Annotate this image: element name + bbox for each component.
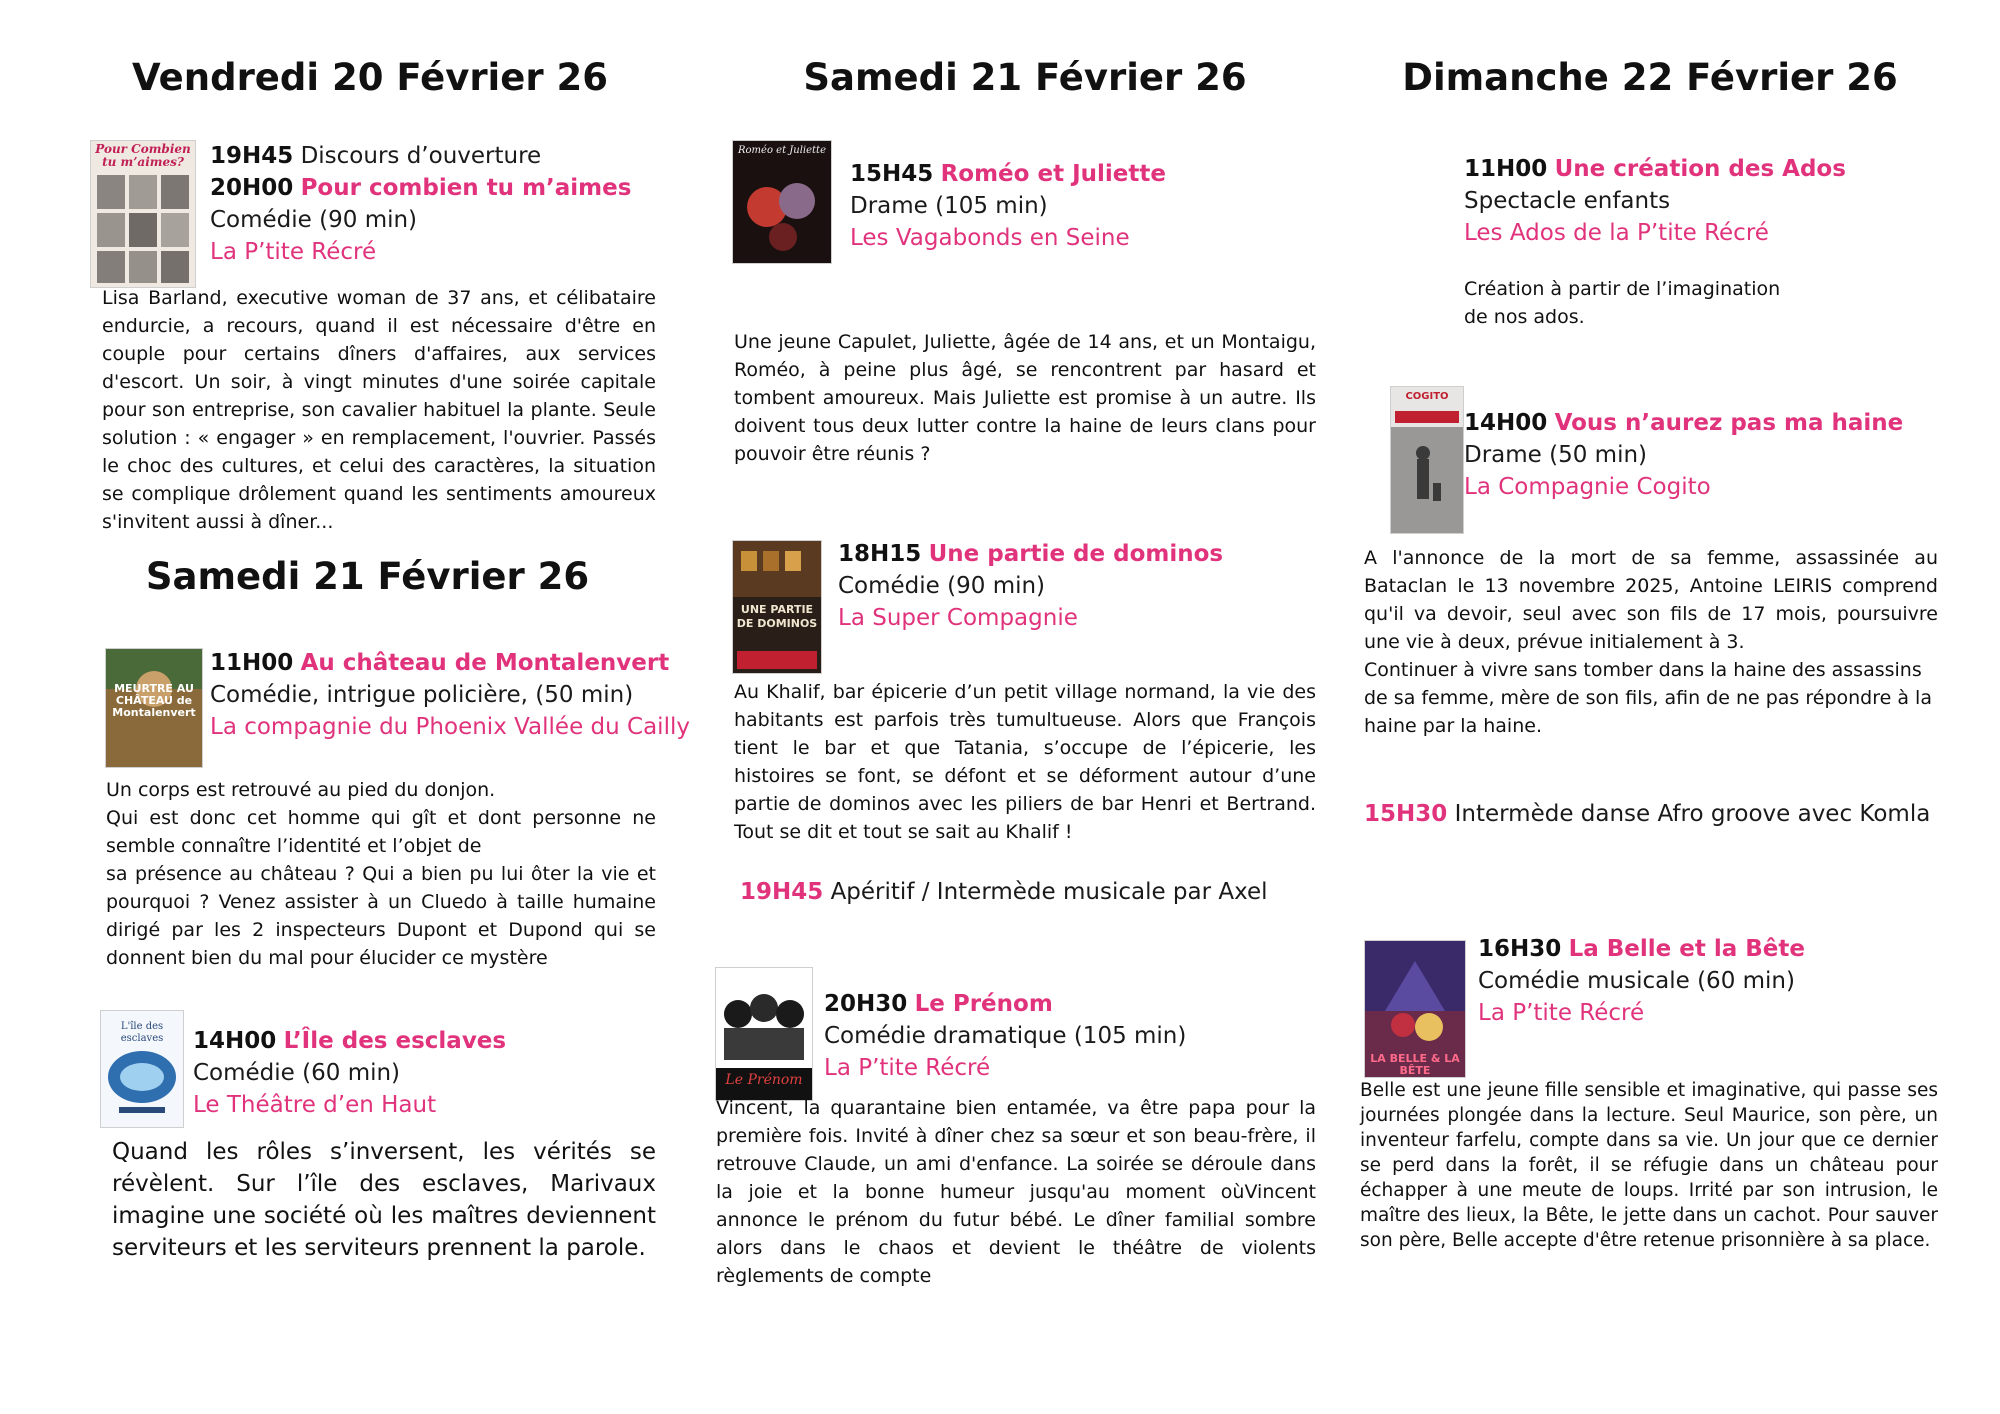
poster-prenom <box>715 967 813 1101</box>
event-company: La P’tite Récré <box>824 1055 991 1081</box>
event-genre: Drame (50 min) <box>1464 442 1648 468</box>
event-genre: Drame (105 min) <box>850 193 1048 219</box>
poster-haine-title: COGITO <box>1405 391 1449 402</box>
event-title: Au château de Montalenvert <box>300 650 670 676</box>
event-danse <box>1364 798 1930 830</box>
event-title: Une création des Ados <box>1554 156 1846 182</box>
desc-pour-combien: Lisa Barland, executive woman de 37 ans, et célibataire endurcie, a recours, quand il est nécessaire d'être en couple pour certains dîners d'affaires, aux services d'escort. Un soir, à vingt minutes d'une soirée capitale pour son entreprise, son cavalier habituel la plante. Seule solution : « engager » en remplacement, l'ouvrier. Passés le choc des cultures, et celui des caractères, la situation se complique drôlement quand les sentiments amoureux s'invitent aussi à dîner... <box>102 287 656 533</box>
desc-romeo: Une jeune Capulet, Juliette, âgée de 14 ans, et un Montaigu, Roméo, à peine plus âgé, se rencontrent par hasard et tombent amoureux. Mais Juliette est promise à un autre. Ils doivent tous deux lutter contre la haine de leurs clans pour pouvoir être réunis ? <box>734 331 1316 465</box>
event-opening <box>210 140 541 172</box>
event-aperitif <box>740 876 1268 908</box>
event-company: Le Théâtre d’en Haut <box>193 1092 437 1118</box>
event-belle <box>1478 933 1805 1029</box>
event-company: La P’tite Récré <box>1478 1000 1645 1026</box>
day-title-sunday: Dimanche 22 Février 26 <box>1402 56 1898 99</box>
desc-belle: Belle est une jeune fille sensible et imaginative, qui passe ses journées plongée dans la lecture. Seul Maurice, son père, un inventeur farfelu, compte dans sa vie. Un jour que ce dernier se perd dans la forêt, il se réfugie dans un château pour échapper à une meute de loups. Irrité par son intrusion, le maître des lieux, la Bête, le jette dans un cachot. Pour sauver son père, Belle accepte d'être retenue prisonnière à sa place. <box>1360 1080 1938 1251</box>
event-time: 19H45 <box>740 879 824 905</box>
event-company: La Compagnie Cogito <box>1464 474 1711 500</box>
event-title: Le Prénom <box>914 991 1053 1017</box>
event-title: Vous n’aurez pas ma haine <box>1554 410 1904 436</box>
event-montalenvert <box>210 647 690 743</box>
event-time: 16H30 <box>1478 936 1562 962</box>
event-time: 11H00 <box>1464 156 1548 182</box>
event-esclaves <box>193 1025 506 1121</box>
event-genre: Comédie, intrigue policière, (50 min) <box>210 682 634 708</box>
event-company: La P’tite Récré <box>210 239 377 265</box>
desc-dominos: Au Khalif, bar épicerie d’un petit village normand, la vie des habitants est parfois très tumultueuse. Alors que François tient le bar et que Tatania, s’occupe de l’épicerie, les histoires se font, se défont et se déforment autour d’une partie de dominos avec les piliers de bar Henri et Bertrand. Tout se dit et tout se sait au Khalif ! <box>734 681 1316 843</box>
desc-haine-2: Continuer à vivre sans tomber dans la haine des assassins de sa femme, mère de son fils, afin de ne pas répondre à la haine par la haine. <box>1364 659 1932 737</box>
desc-esclaves: Quand les rôles s’inversent, les vérités se révèlent. Sur l’île des esclaves, Marivaux imagine une société où les maîtres deviennent serviteurs et les serviteurs prennent la parole. <box>112 1139 656 1261</box>
poster-montalenvert <box>105 648 203 768</box>
day-title-friday: Vendredi 20 Février 26 <box>132 56 608 99</box>
event-prenom <box>824 988 1186 1084</box>
event-label: Intermède danse Afro groove avec Komla <box>1454 801 1931 827</box>
event-company: Les Ados de la P’tite Récré <box>1464 220 1769 246</box>
day-title-saturday: Samedi 21 Février 26 <box>803 56 1247 99</box>
event-genre: Comédie dramatique (105 min) <box>824 1023 1187 1049</box>
desc-prenom: Vincent, la quarantaine bien entamée, va être papa pour la première fois. Invité à dîner chez sa sœur et son beau-frère, il retrouve Claude, un ami d'enfance. La soirée se déroule dans la joie et la bonne humeur jusqu'au moment oùVincent annonce le prénom du futur bébé. Le dîner familial sombre alors dans le chaos et devient le théâtre de violents règlements de compte <box>716 1097 1316 1287</box>
poster-haine <box>1390 386 1464 534</box>
event-time: 19H45 <box>210 143 294 169</box>
event-label: Discours d’ouverture <box>300 143 542 169</box>
event-pour-combien <box>210 172 631 268</box>
event-company: Les Vagabonds en Seine <box>850 225 1130 251</box>
poster-belle-title: LA BELLE & LA BÊTE <box>1370 1052 1460 1077</box>
poster-prenom-title: Le Prénom <box>725 1072 803 1088</box>
event-time: 18H15 <box>838 541 922 567</box>
event-time: 15H30 <box>1364 801 1448 827</box>
event-title: Roméo et Juliette <box>940 161 1166 187</box>
poster-romeo <box>732 140 832 264</box>
event-label: Apéritif / Intermède musicale par Axel <box>830 879 1268 905</box>
event-genre: Comédie (60 min) <box>193 1060 401 1086</box>
event-genre: Comédie (90 min) <box>838 573 1046 599</box>
poster-dominos-title: UNE PARTIE DE DOMINOS <box>736 603 818 630</box>
desc-haine-1: A l'annonce de la mort de sa femme, assassinée au Bataclan le 13 novembre 2025, Antoine LEIRIS comprend qu'il va devoir, seul avec son fils de 17 mois, poursuivre une vie à deux, prévue initialement à 3. <box>1364 547 1938 653</box>
event-genre: Spectacle enfants <box>1464 188 1671 214</box>
event-dominos <box>838 538 1223 634</box>
event-time: 14H00 <box>193 1028 277 1054</box>
event-company: La Super Compagnie <box>838 605 1078 631</box>
poster-dominos <box>732 540 822 674</box>
desc-ados: Création à partir de l’imagination de nos ados. <box>1464 278 1781 328</box>
event-time: 20H00 <box>210 175 294 201</box>
event-title: Une partie de dominos <box>928 541 1224 567</box>
poster-romeo-title: Roméo et Juliette <box>738 145 826 156</box>
poster-pour-combien-title: Pour Combien tu m’aimes? <box>95 142 191 169</box>
poster-pour-combien <box>90 140 196 288</box>
day-title-saturday-col1: Samedi 21 Février 26 <box>145 555 590 598</box>
event-time: 11H00 <box>210 650 294 676</box>
event-romeo <box>850 158 1166 254</box>
event-time: 14H00 <box>1464 410 1548 436</box>
event-haine <box>1464 407 1903 503</box>
event-company: La compagnie du Phoenix Vallée du Cailly <box>210 714 690 740</box>
event-genre: Comédie musicale (60 min) <box>1478 968 1795 994</box>
poster-esclaves <box>100 1010 184 1128</box>
poster-esclaves-title: L'île des esclaves <box>120 1021 164 1044</box>
event-time: 20H30 <box>824 991 908 1017</box>
desc-montalenvert: Un corps est retrouvé au pied du donjon. Qui est donc cet homme qui gît et dont personne ne semble connaître l’identité et l’objet de sa présence au château ? Qui a bien pu lui ôter la vie et pourquoi ? Venez assister à un Cluedo à taille humaine dirigé par les 2 inspecteurs Dupont et Dupond qui se donnent bien du mal pour élucider ce mystère <box>106 779 656 969</box>
event-title: La Belle et la Bête <box>1568 936 1806 962</box>
event-title: L’Île des esclaves <box>283 1028 507 1054</box>
event-title: Pour combien tu m’aimes <box>300 175 632 201</box>
poster-montalenvert-title: MEURTRE AU CHÂTEAU de Montalenvert <box>112 682 196 719</box>
event-ados <box>1464 153 1846 249</box>
poster-belle <box>1364 940 1466 1078</box>
event-time: 15H45 <box>850 161 934 187</box>
event-genre: Comédie (90 min) <box>210 207 418 233</box>
